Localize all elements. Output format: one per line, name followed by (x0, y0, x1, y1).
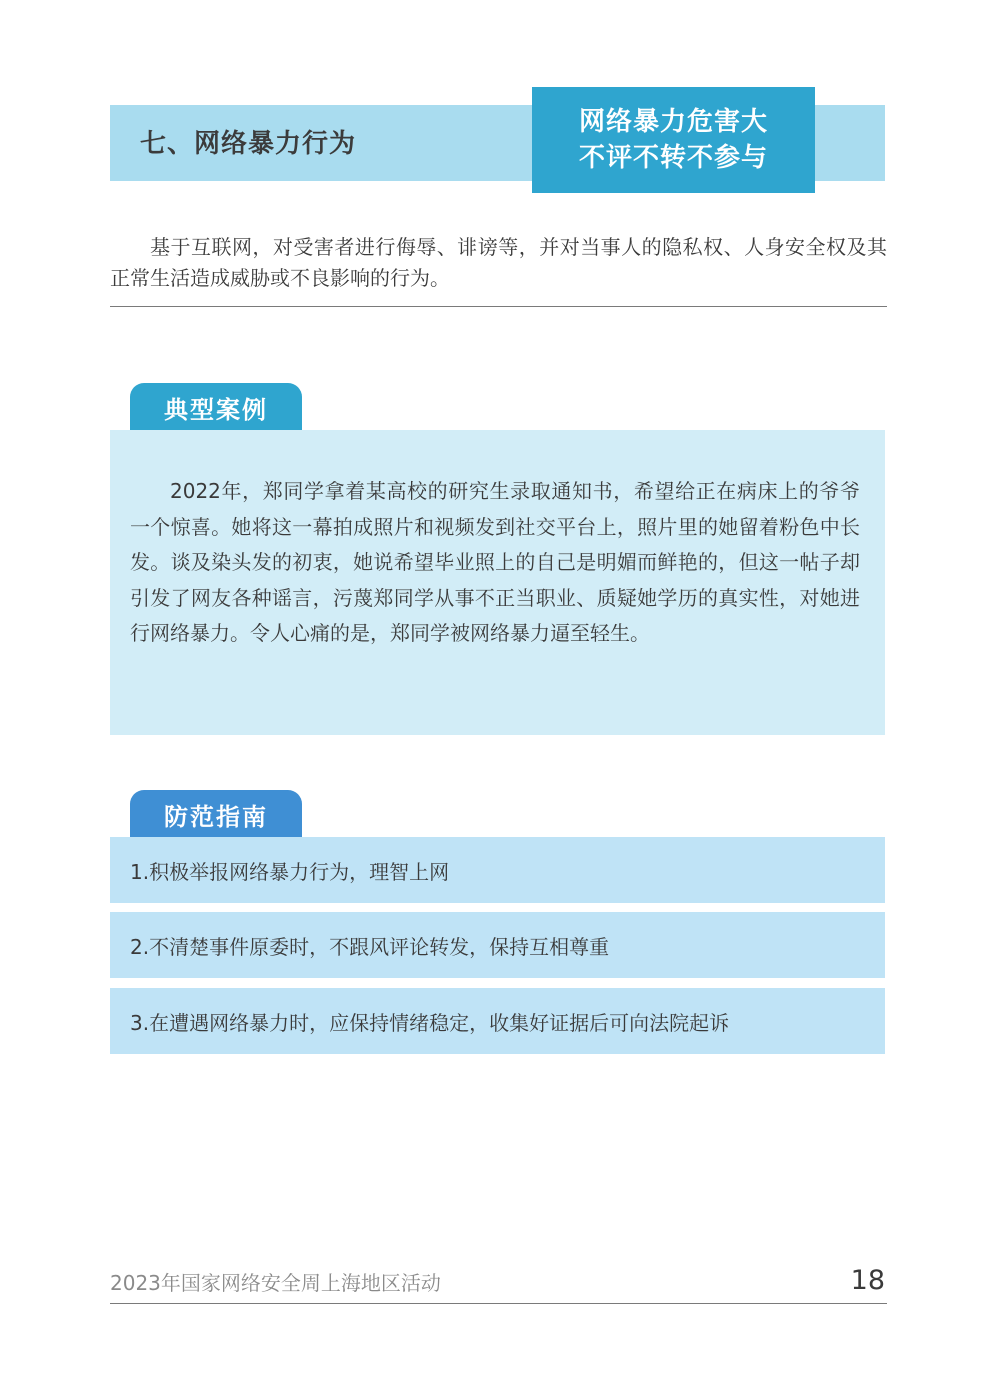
guide-item-1 (110, 837, 885, 903)
slogan-line-1: 网络暴力危害大 (578, 107, 768, 137)
guide-item-2 (110, 912, 885, 978)
guide-item-3 (110, 988, 885, 1054)
section-divider (110, 306, 887, 307)
case-tag: 典型案例 (130, 383, 302, 431)
footer-divider (110, 1303, 887, 1304)
case-text: 2022年，郑同学拿着某高校的研究生录取通知书，希望给正在病床上的爷爷一个惊喜。她将这一幕拍成照片和视频发到社交平台上，照片里的她留着粉色中长发。谈及染头发的初衷，她说希望毕业照上的自己是明媚而鲜艳的，但这一帖子却引发了网友各种谣言，污蔑郑同学从事不正当职业、质疑她学历的真实性，对她进行网络暴力。令人心痛的是，郑同学被网络暴力逼至轻生。 (130, 479, 860, 645)
guide-item-text: 3.在遭遇网络暴力时，应保持情绪稳定，收集好证据后可向法院起诉 (130, 1010, 730, 1035)
definition-paragraph: 基于互联网，对受害者进行侮辱、诽谤等，并对当事人的隐私权、人身安全权及其正常生活造成威胁或不良影响的行为。 (110, 235, 887, 290)
guide-item-text: 2.不清楚事件原委时，不跟风评论转发，保持互相尊重 (130, 934, 610, 959)
section-title: 七、网络暴力行为 (140, 129, 357, 159)
guide-item-text: 1.积极举报网络暴力行为，理智上网 (130, 859, 450, 884)
guide-tag: 防范指南 (130, 790, 302, 838)
page-number: 18 (850, 1265, 885, 1296)
footer-text: 2023年国家网络安全周上海地区活动 (110, 1271, 441, 1295)
slogan-box (532, 87, 815, 193)
slogan-line-2: 不评不转不参与 (578, 143, 768, 173)
